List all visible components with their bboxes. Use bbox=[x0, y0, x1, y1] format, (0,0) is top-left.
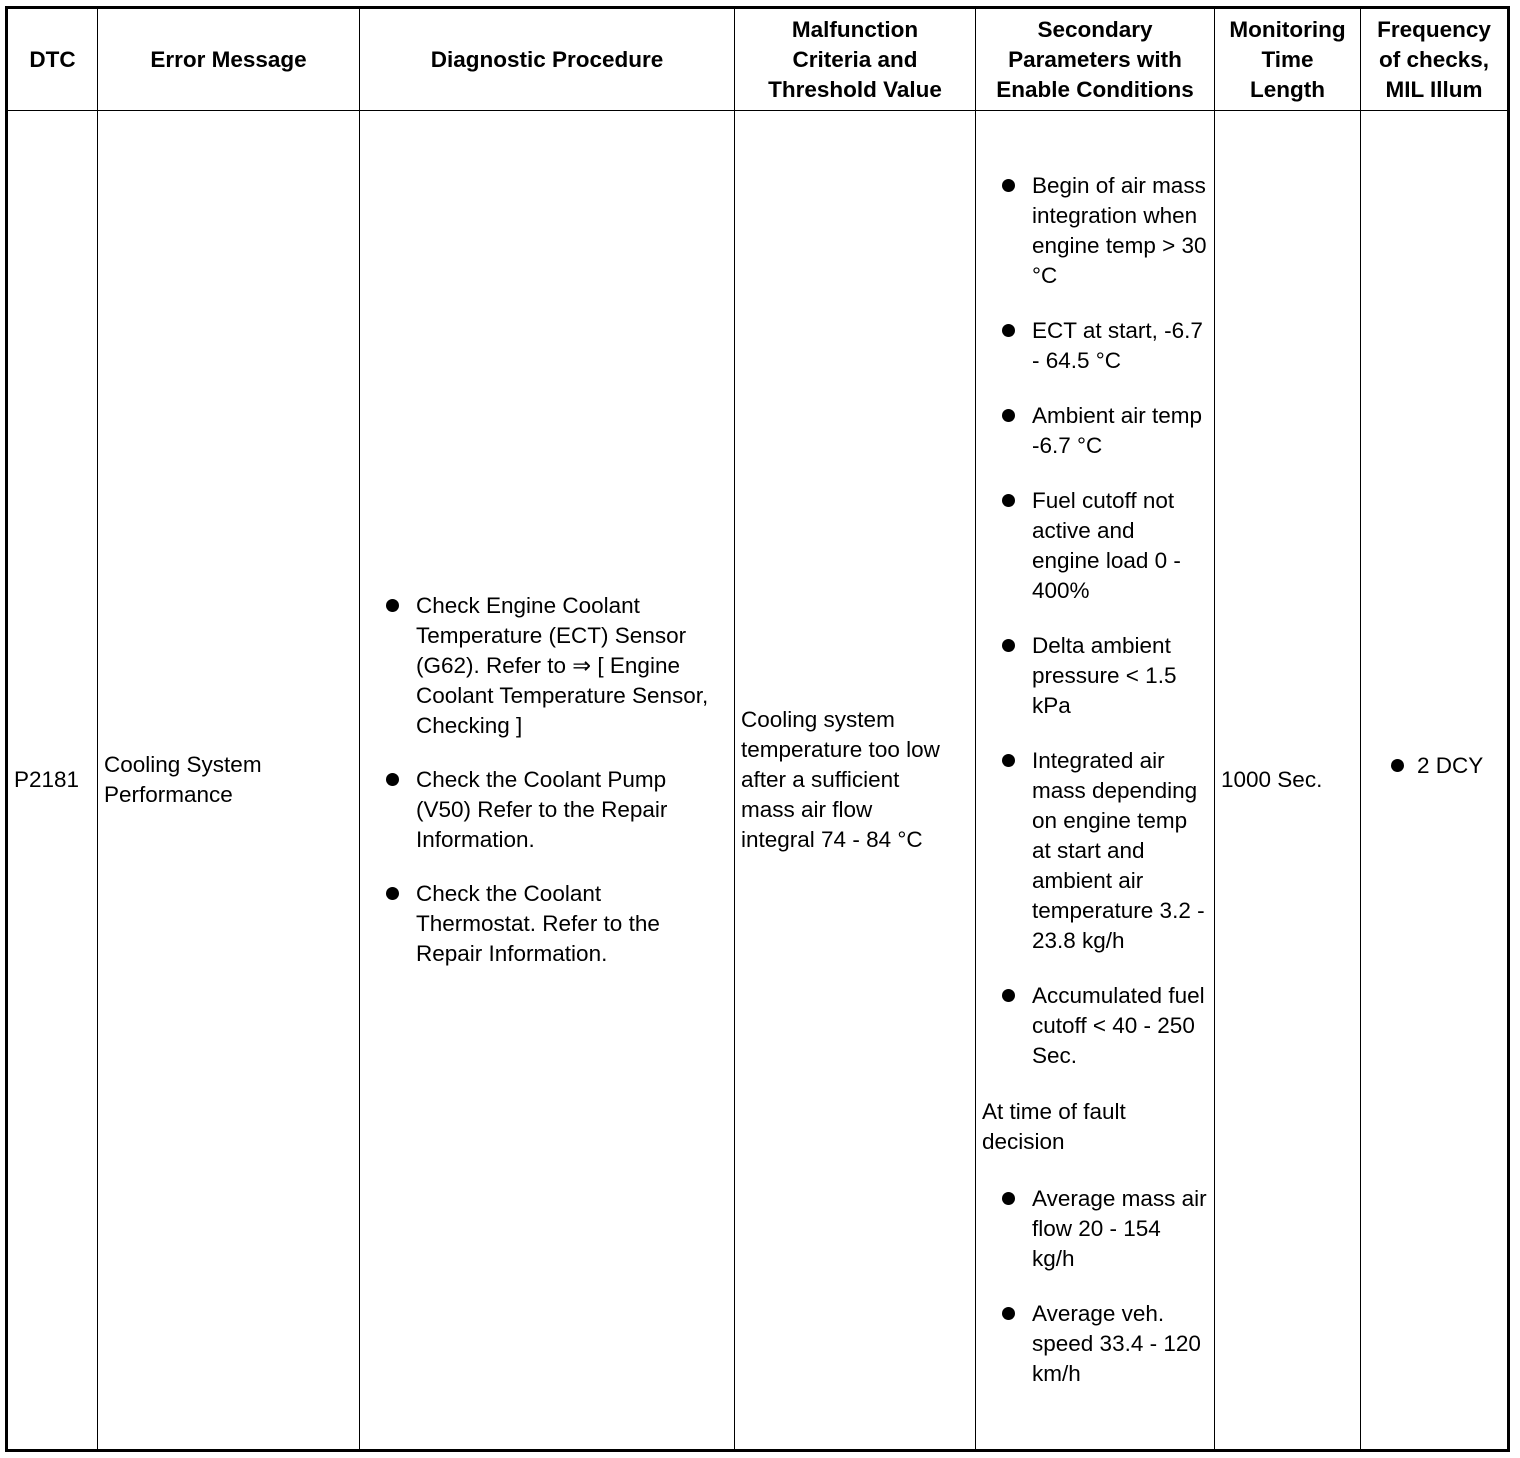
bullet-icon bbox=[1391, 759, 1404, 772]
criteria-line: mass air flow bbox=[741, 797, 873, 822]
bullet-icon bbox=[386, 773, 399, 786]
list-item-text: 2 DCY bbox=[1417, 753, 1484, 778]
dtc-cell bbox=[7, 111, 98, 1451]
header-line: Enable Conditions bbox=[996, 76, 1194, 102]
list-item bbox=[982, 171, 1208, 291]
error-message-line: Performance bbox=[104, 782, 233, 807]
list-item-text: Fuel cutoff not active and engine load 0 - 400% bbox=[1032, 488, 1181, 603]
bullet-icon bbox=[1002, 179, 1015, 192]
list-item-text: Check the Coolant Thermostat. Refer to the Repair Information. bbox=[416, 881, 660, 966]
fault-decision-label: At time of fault decision bbox=[982, 1099, 1126, 1154]
dtc-code: P2181 bbox=[14, 767, 80, 792]
secondary-parameters-cell bbox=[976, 111, 1215, 1451]
bullet-icon bbox=[1002, 409, 1015, 422]
list-item-text: Check Engine Coolant Temperature (ECT) Sensor (G62). Refer to ⇒ [ Engine Coolant Temperature Sensor, Checking ] bbox=[416, 593, 709, 738]
list-item bbox=[982, 316, 1208, 376]
bullet-icon bbox=[1002, 494, 1015, 507]
bullet-icon bbox=[1002, 1307, 1015, 1320]
list-item-text: Integrated air mass depending on engine temp at start and ambient air temperature 3.2 - 23.8 kg/h bbox=[1032, 748, 1205, 953]
header-error-message bbox=[98, 8, 360, 111]
list-item-text: Average veh. speed 33.4 - 120 km/h bbox=[1032, 1301, 1201, 1386]
list-item bbox=[982, 746, 1208, 956]
list-item-text: Average mass air flow 20 - 154 kg/h bbox=[1032, 1186, 1207, 1271]
malfunction-criteria-cell bbox=[735, 111, 976, 1451]
list-item bbox=[982, 401, 1208, 461]
bullet-icon bbox=[386, 599, 399, 612]
bullet-icon bbox=[1002, 754, 1015, 767]
header-dtc-label: DTC bbox=[29, 46, 76, 72]
header-error-message-label: Error Message bbox=[150, 46, 307, 72]
header-row bbox=[7, 8, 1509, 111]
header-line: Secondary bbox=[1037, 16, 1153, 42]
list-item-text: Check the Coolant Pump (V50) Refer to the Repair Information. bbox=[416, 767, 668, 852]
header-line: of checks, bbox=[1378, 46, 1490, 72]
header-diagnostic-procedure bbox=[360, 8, 735, 111]
header-secondary-parameters bbox=[976, 8, 1215, 111]
list-item bbox=[1367, 751, 1501, 781]
list-item bbox=[982, 981, 1208, 1071]
header-line: Malfunction bbox=[791, 16, 919, 42]
secondary-parameters-list bbox=[982, 171, 1208, 1071]
criteria-line: after a sufficient bbox=[741, 767, 900, 792]
list-item bbox=[366, 765, 726, 855]
list-item bbox=[982, 1184, 1208, 1274]
criteria-line: integral 74 - 84 °C bbox=[741, 827, 923, 852]
list-item-text: ECT at start, -6.7 - 64.5 °C bbox=[1032, 318, 1203, 373]
list-item bbox=[982, 631, 1208, 721]
criteria-line: Cooling system bbox=[741, 707, 895, 732]
list-item bbox=[982, 1299, 1208, 1389]
monitoring-time-value: 1000 Sec. bbox=[1221, 767, 1323, 792]
diagnostic-procedure-list bbox=[366, 591, 726, 969]
header-line: Length bbox=[1250, 76, 1325, 102]
header-diagnostic-procedure-label: Diagnostic Procedure bbox=[430, 46, 664, 72]
header-line: Parameters with bbox=[1008, 46, 1182, 72]
list-item-text: Begin of air mass integration when engine temp > 30 °C bbox=[1032, 173, 1207, 288]
bullet-icon bbox=[1002, 639, 1015, 652]
header-line: Threshold Value bbox=[768, 76, 942, 102]
error-message-line: Cooling System bbox=[104, 752, 262, 777]
header-line: Criteria and bbox=[792, 46, 918, 72]
header-line: Time bbox=[1261, 46, 1314, 72]
bullet-icon bbox=[386, 887, 399, 900]
header-line: Frequency bbox=[1377, 16, 1491, 42]
criteria-line: temperature too low bbox=[741, 737, 940, 762]
list-item-text: Accumulated fuel cutoff < 40 - 250 Sec. bbox=[1032, 983, 1205, 1068]
header-malfunction-criteria bbox=[735, 8, 976, 111]
header-frequency bbox=[1361, 8, 1509, 111]
bullet-icon bbox=[1002, 1192, 1015, 1205]
fault-decision-list bbox=[982, 1184, 1208, 1389]
header-line: MIL Illum bbox=[1385, 76, 1483, 102]
bullet-icon bbox=[1002, 989, 1015, 1002]
list-item-text: Ambient air temp -6.7 °C bbox=[1032, 403, 1203, 458]
list-item bbox=[982, 486, 1208, 606]
list-item bbox=[366, 591, 726, 741]
list-item bbox=[366, 879, 726, 969]
header-monitoring-time bbox=[1215, 8, 1361, 111]
bullet-icon bbox=[1002, 324, 1015, 337]
header-line: Monitoring bbox=[1229, 16, 1346, 42]
frequency-list bbox=[1367, 751, 1501, 781]
table-row bbox=[7, 111, 1509, 1451]
frequency-cell bbox=[1361, 111, 1509, 1451]
list-item-text: Delta ambient pressure < 1.5 kPa bbox=[1032, 633, 1177, 718]
diagnostic-procedure-cell bbox=[360, 111, 735, 1451]
dtc-table bbox=[5, 6, 1510, 1452]
monitoring-time-cell bbox=[1215, 111, 1361, 1451]
header-dtc bbox=[7, 8, 98, 111]
error-message-cell bbox=[98, 111, 360, 1451]
